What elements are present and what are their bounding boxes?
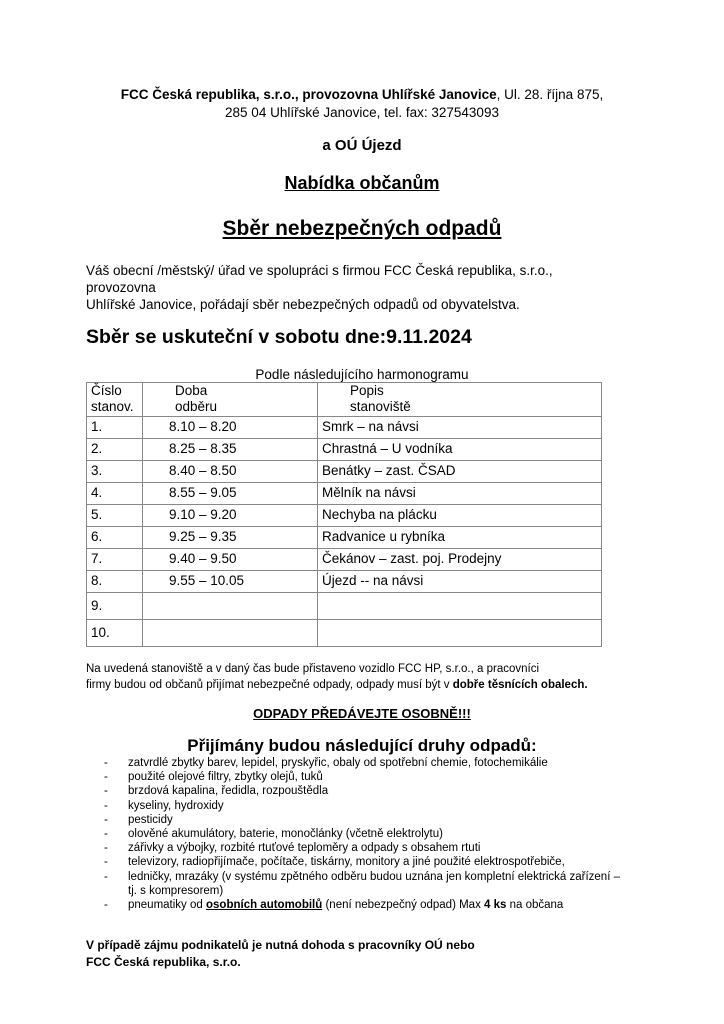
- row-number: 4.: [87, 483, 143, 505]
- accepted-waste-heading: Přijímány budou následující druhy odpadů:: [187, 736, 537, 755]
- row-place: Čekánov – zast. poj. Prodejny: [318, 549, 602, 571]
- header-cell-time: [143, 383, 318, 417]
- company-header: [0, 86, 724, 122]
- intro-line-2: provozovna: [86, 280, 156, 295]
- row-place: Újezd -- na návsi: [318, 571, 602, 593]
- waste-type-text: zatvrdlé zbytky barev, lepidel, pryskyřic, obaly od spotřební chemie, fotochemikálie: [128, 757, 548, 769]
- table-row: [87, 461, 602, 483]
- header-number-line2: stanov.: [91, 399, 134, 414]
- tires-text-middle: (není nebezpečný odpad) Max: [322, 899, 485, 912]
- business-footer: [86, 937, 646, 971]
- waste-type-text: zářivky a výbojky, rozbité rtuťové teploměry a odpady s obsahem rtuti: [128, 842, 481, 855]
- row-time-text: 8.25 – 8.35: [169, 441, 237, 456]
- list-item: [104, 855, 624, 869]
- bullet-dash: -: [104, 899, 108, 912]
- list-item: [104, 813, 624, 827]
- note-packaging-emphasis: dobře těsnících obalech.: [452, 679, 588, 691]
- row-time: [143, 417, 318, 439]
- row-number: 9.: [87, 593, 143, 620]
- row-time-text: 9.25 – 9.35: [169, 529, 237, 544]
- row-time: [143, 527, 318, 549]
- row-place: Smrk – na návsi: [318, 417, 602, 439]
- row-place: Benátky – zast. ČSAD: [318, 461, 602, 483]
- row-time: [143, 505, 318, 527]
- bullet-dash: -: [104, 771, 108, 784]
- row-time: [143, 483, 318, 505]
- list-item: [104, 898, 624, 912]
- row-time-text: 9.40 – 9.50: [169, 551, 237, 566]
- bullet-dash: -: [104, 785, 108, 798]
- header-place-line2: stanoviště: [350, 399, 411, 414]
- intro-paragraph: [86, 262, 626, 313]
- header-time-line1: Doba: [175, 383, 208, 398]
- table-row: [87, 527, 602, 549]
- waste-type-text: televizory, radiopřijímače, počítače, tiskárny, monitory a jiné použité elektrospotřebiče,: [128, 856, 565, 869]
- tires-text-start: pneumatiky od: [128, 899, 206, 912]
- table-row: [87, 439, 602, 461]
- bullet-dash: -: [104, 813, 108, 826]
- tires-quantity: 4 ks: [484, 899, 507, 912]
- table-header-row: [87, 383, 602, 417]
- list-item: [104, 756, 624, 770]
- offer-heading: Nabídka občanům: [284, 173, 440, 193]
- note-line-1: Na uvedená stanoviště a v daný čas bude přistaveno vozidlo FCC HP, s.r.o., a pracovníci: [86, 663, 540, 675]
- table-row: [87, 571, 602, 593]
- table-row: [87, 483, 602, 505]
- row-number: 1.: [87, 417, 143, 439]
- list-item: [104, 841, 624, 855]
- row-place: Radvanice u rybníka: [318, 527, 602, 549]
- row-time: [143, 461, 318, 483]
- list-item: [104, 770, 624, 784]
- row-number: 3.: [87, 461, 143, 483]
- schedule-table: [86, 382, 602, 647]
- row-number: 6.: [87, 527, 143, 549]
- row-time-text: 8.40 – 8.50: [169, 463, 237, 478]
- table-row: [87, 593, 602, 620]
- row-time: [143, 593, 318, 620]
- row-place: Chrastná – U vodníka: [318, 439, 602, 461]
- bullet-dash: -: [104, 842, 108, 855]
- hand-in-warning: ODPADY PŘEDÁVEJTE OSOBNĚ!!!: [253, 706, 471, 721]
- row-time: [143, 571, 318, 593]
- row-place: [318, 593, 602, 620]
- row-time-text: 9.55 – 10.05: [169, 573, 245, 588]
- page-title: Sběr nebezpečných odpadů: [222, 217, 502, 240]
- bullet-dash: -: [104, 828, 108, 841]
- footer-line-2: FCC Česká republika, s.r.o.: [86, 955, 241, 969]
- tires-passenger-cars: osobních automobilů: [206, 899, 323, 912]
- row-number: 8.: [87, 571, 143, 593]
- row-time: [143, 439, 318, 461]
- company-address: , Ul. 28. října 875,: [496, 87, 604, 102]
- row-number: 7.: [87, 549, 143, 571]
- row-time: [143, 549, 318, 571]
- schedule-caption: Podle následujícího harmonogramu: [255, 367, 469, 382]
- table-row: [87, 549, 602, 571]
- waste-type-text: olověné akumulátory, baterie, monočlánky (včetně elektrolytu): [128, 828, 443, 841]
- note-line-2: firmy budou od občanů přijímat nebezpečné odpady, odpady musí být v: [86, 679, 453, 691]
- waste-type-text: pesticidy: [128, 813, 173, 826]
- waste-type-text: brzdová kapalina, ředidla, rozpouštědla: [128, 785, 329, 798]
- header-time-wrap: [147, 383, 217, 415]
- list-item: [104, 870, 624, 898]
- header-number-line1: Číslo: [91, 383, 122, 398]
- table-row: [87, 505, 602, 527]
- header-cell-place: [318, 383, 602, 417]
- row-place: Mělník na návsi: [318, 483, 602, 505]
- header-time-line2: odběru: [175, 399, 218, 414]
- footer-line-1: V případě zájmu podnikatelů je nutná dohoda s pracovníky OÚ nebo: [86, 938, 475, 952]
- row-time-text: 8.10 – 8.20: [169, 419, 237, 434]
- row-number: 2.: [87, 439, 143, 461]
- row-number: 10.: [87, 620, 143, 647]
- row-place: [318, 620, 602, 647]
- header-place-wrap: [322, 383, 411, 415]
- collection-date: Sběr se uskuteční v sobotu dne:9.11.2024: [86, 326, 472, 348]
- intro-line-3: Uhlířské Janovice, pořádají sběr nebezpečných odpadů od obyvatelstva.: [86, 297, 520, 312]
- tires-text-end: na občana: [506, 899, 564, 912]
- row-time: [143, 620, 318, 647]
- waste-type-list: [104, 756, 624, 912]
- row-place: Nechyba na plácku: [318, 505, 602, 527]
- collection-note: [86, 661, 646, 693]
- company-name: FCC Česká republika, s.r.o., provozovna Uhlířské Janovice: [120, 87, 497, 102]
- bullet-dash: -: [104, 870, 108, 883]
- municipal-office: a OÚ Újezd: [322, 137, 402, 154]
- waste-type-text: použité olejové filtry, zbytky olejů, tuků: [128, 771, 323, 784]
- list-item: [104, 784, 624, 798]
- waste-type-text: ledničky, mrazáky (v systému zpětného odběru budou uznána jen kompletní elektrická zařízení – tj. s kompresorem): [128, 870, 620, 897]
- waste-type-text: kyseliny, hydroxidy: [128, 799, 224, 812]
- table-row: [87, 620, 602, 647]
- bullet-dash: -: [104, 856, 108, 869]
- table-row: [87, 417, 602, 439]
- row-time-text: 8.55 – 9.05: [169, 485, 237, 500]
- row-number: 5.: [87, 505, 143, 527]
- company-contact: 285 04 Uhlířské Janovice, tel. fax: 327543093: [225, 105, 499, 120]
- bullet-dash: -: [104, 757, 108, 769]
- intro-line-1: Váš obecní /městský/ úřad ve spolupráci s firmou FCC Česká republika, s.r.o.,: [86, 263, 553, 278]
- bullet-dash: -: [104, 799, 108, 812]
- row-time-text: 9.10 – 9.20: [169, 507, 237, 522]
- list-item: [104, 827, 624, 841]
- header-cell-number: [87, 383, 143, 417]
- header-place-line1: Popis: [350, 383, 384, 398]
- list-item: [104, 799, 624, 813]
